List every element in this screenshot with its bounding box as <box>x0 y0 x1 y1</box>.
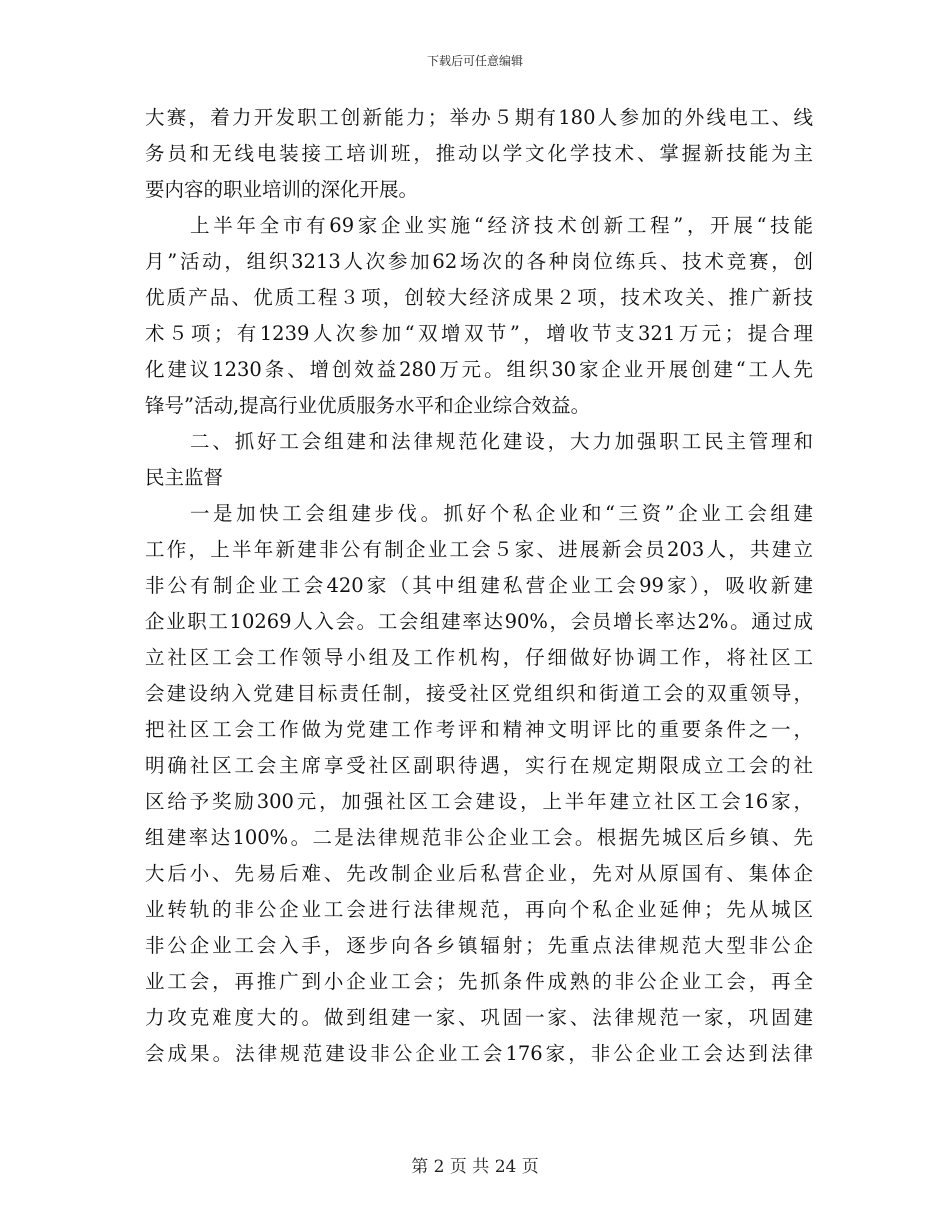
body-line: 企业职工10269人入会。工会组建率达90%，会员增长率达2%。通过成 <box>145 610 813 633</box>
body-line: 大赛，着力开发职工创新能力；举办５期有180人参加的外线电工、线 <box>145 106 813 129</box>
body-line: 立社区工会工作领导小组及工作机构，仔细做好协调工作，将社区工 <box>145 646 813 669</box>
body-line: 锋号”活动,提高行业优质服务水平和企业综合效益。 <box>145 394 591 417</box>
page-header-note: 下载后可任意编辑 <box>426 54 523 68</box>
body-line: 业工会，再推广到小企业工会；先抓条件成熟的非公企业工会，再全 <box>145 970 813 993</box>
body-line: 务员和无线电装接工培训班，推动以学文化学技术、掌握新技能为主 <box>145 142 813 165</box>
body-line: 会建设纳入党建目标责任制，接受社区党组织和街道工会的双重领导， <box>145 682 813 705</box>
section-heading-line: 二、抓好工会组建和法律规范化建设，大力加强职工民主管理和 <box>190 430 813 453</box>
body-line: 力攻克难度大的。做到组建一家、巩固一家、法律规范一家，巩固建 <box>145 1006 813 1029</box>
body-line: 术５项；有1239人次参加“双增双节”，增收节支321万元；提合理 <box>145 322 813 345</box>
body-line: 区给予奖励300元，加强社区工会建设，上半年建立社区工会16家， <box>145 790 813 813</box>
body-line: 一是加快工会组建步伐。抓好个私企业和“三资”企业工会组建 <box>190 502 813 525</box>
body-line: 优质产品、优质工程３项，创较大经济成果２项，技术攻关、推广新技 <box>145 286 813 309</box>
section-heading-line: 民主监督 <box>145 466 224 489</box>
document-body <box>145 100 813 1072</box>
body-line: 化建议1230条、增创效益280万元。组织30家企业开展创建“工人先 <box>145 358 813 381</box>
body-line: 月”活动，组织3213人次参加62场次的各种岗位练兵、技术竞赛，创 <box>145 250 813 273</box>
body-line: 大后小、先易后难、先改制企业后私营企业，先对从原国有、集体企 <box>145 862 813 885</box>
body-line: 非公有制企业工会420家（其中组建私营企业工会99家），吸收新建 <box>145 574 813 597</box>
body-line: 会成果。法律规范建设非公企业工会176家，非公企业工会达到法律 <box>145 1042 813 1065</box>
body-line: 工作，上半年新建非公有制企业工会５家、进展新会员203人，共建立 <box>145 538 813 561</box>
body-line: 业转轨的非公企业工会进行法律规范，再向个私企业延伸；先从城区 <box>145 898 813 921</box>
body-line: 非公企业工会入手，逐步向各乡镇辐射；先重点法律规范大型非公企 <box>145 934 813 957</box>
body-line: 明确社区工会主席享受社区副职待遇，实行在规定期限成立工会的社 <box>145 754 813 777</box>
body-line: 上半年全市有69家企业实施“经济技术创新工程”，开展“技能 <box>190 214 813 237</box>
body-line: 组建率达100%。二是法律规范非公企业工会。根据先城区后乡镇、先 <box>145 826 813 849</box>
body-line: 把社区工会工作做为党建工作考评和精神文明评比的重要条件之一， <box>145 718 813 741</box>
page-number-footer: 第 2 页 共 24 页 <box>411 1157 539 1177</box>
body-line: 要内容的职业培训的深化开展。 <box>145 178 419 201</box>
